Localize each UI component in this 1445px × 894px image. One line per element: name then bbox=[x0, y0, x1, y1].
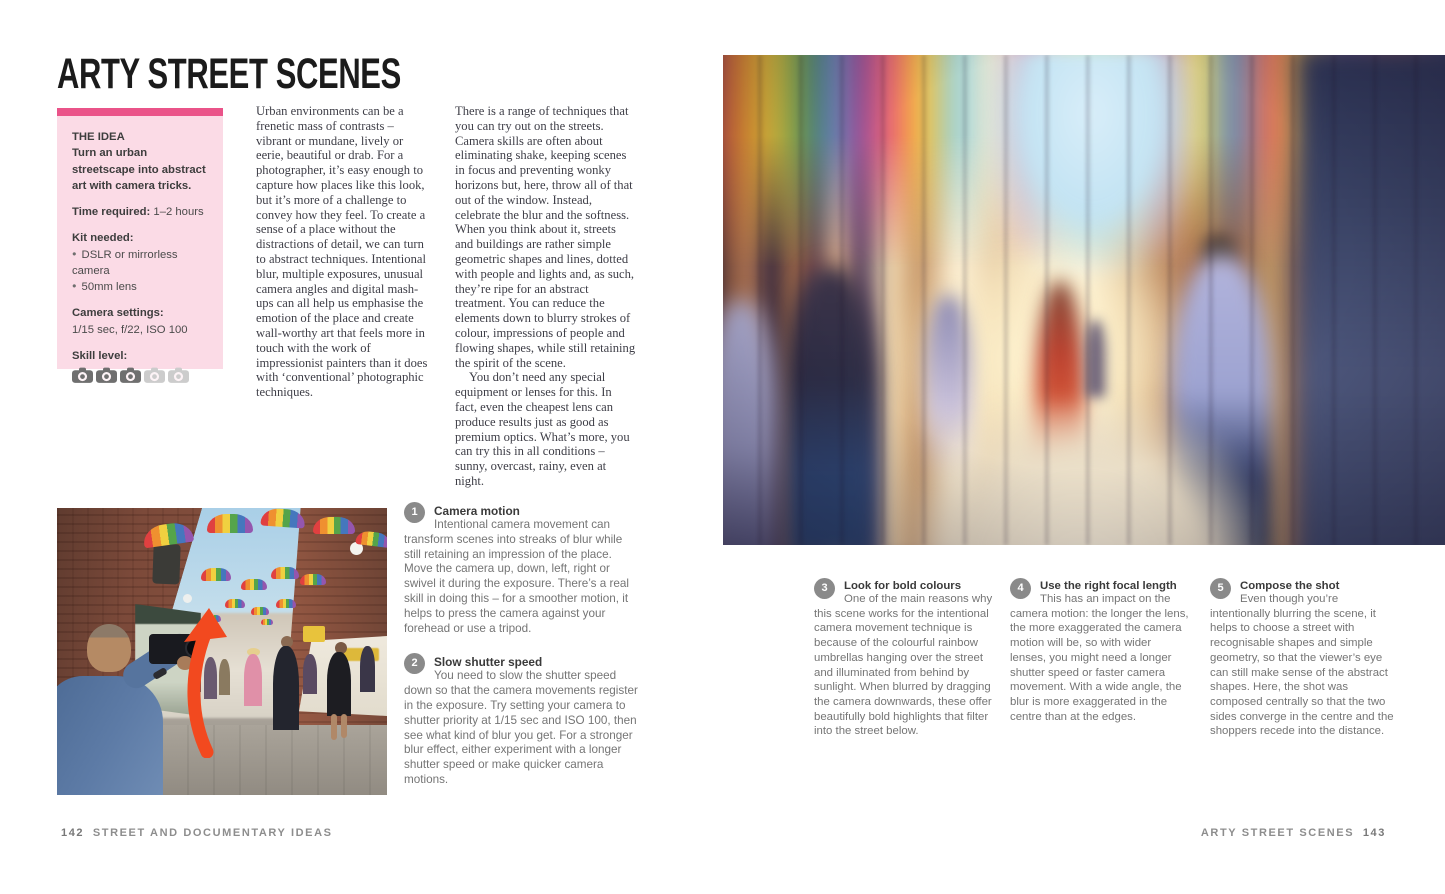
footer-section-label: STREET AND DOCUMENTARY IDEAS bbox=[92, 827, 333, 839]
step-number-badge: 2 bbox=[404, 653, 425, 674]
step-title: Use the right focal length bbox=[1040, 580, 1177, 592]
intro-paragraph: Urban environments can be a frenetic mass of contrasts – vibrant or mundane, lively or eerie, beautiful or drab. For a photographer, it’s easy enough to capture how places like this look, but it’s more of a challenge to convey how they feel. To create a sense of a place without the distractions of detail, we can turn to abstract techniques. Intentional blur, multiple exposures, unusual camera angles and digital mash-ups can all help us emphasise the emotion of the place and create wall-worthy art that feels more in touch with the work of impressionist painters than it does with ‘conventional’ photographic techniques. bbox=[256, 104, 428, 400]
step-body: You need to slow the shutter speed down so that the camera movements register in the exposure. Try setting your camera to shutter priority at 1/15 sec and ISO 100, then see what kind of blur you get. For a stronger blur effect, either experiment with a longer shutter speed or make quicker camera motions. bbox=[404, 669, 638, 786]
camera-skill-icon bbox=[144, 367, 165, 383]
camera-skill-icon bbox=[96, 367, 117, 383]
photo-lamp-globe bbox=[183, 594, 192, 603]
pedestrian bbox=[360, 646, 375, 692]
kit-needed-label: Kit needed: bbox=[72, 232, 134, 245]
intro-column-1 bbox=[256, 104, 430, 400]
step-title: Look for bold colours bbox=[844, 580, 962, 592]
umbrella bbox=[201, 568, 231, 581]
intro-paragraph: There is a range of techniques that you can try out on the streets. Camera skills are often about eliminating shake, keeping scenes in focus and preventing wonky horizons but, here, throw all of that out of the window. Instead, celebrate the blur and the softness. When you think about it, streets and buildings are rather simple geometric shapes and lines, dotted with people and lights and, as such, they’re ripe for an abstract treatment. You can reduce the elements down to blurry strokes of colour, impressions of people and flowing shapes, while still retaining the spirit of the scene. bbox=[455, 104, 636, 370]
kit-list bbox=[72, 247, 208, 296]
step-number-badge: 5 bbox=[1210, 578, 1231, 599]
step-4 bbox=[1010, 578, 1190, 724]
street-photo bbox=[57, 508, 387, 795]
page-title: ARTY STREET SCENES bbox=[57, 50, 401, 98]
step-body: One of the main reasons why this scene works for the intentional camera movement technique is because of the colourful rainbow umbrellas hanging over the street and illuminated from behind by sunlight. When blurred by dragging the camera downwards, these offer beautifully bold highlights that filter into the street below. bbox=[814, 593, 993, 738]
camera-settings-value: 1/15 sec, f/22, ISO 100 bbox=[72, 323, 188, 336]
umbrella bbox=[313, 517, 355, 534]
camera-motion-arrow-icon bbox=[175, 606, 237, 758]
footer-section-label: ARTY STREET SCENES bbox=[1200, 827, 1355, 839]
idea-box-summary: Turn an urban streetscape into abstract art with camera tricks. bbox=[72, 147, 206, 192]
steps-1-2-column bbox=[404, 502, 639, 805]
step-body: Even though you’re intentionally blurring the scene, it helps to choose a street with recognisable shapes and simple geometry, so that the viewer’s eye can still make sense of the abstract shapes. Here, the shot was composed centrally so that the two sides converge in the centre and the shoppers recede into the distance. bbox=[1210, 593, 1394, 738]
step-number-badge: 4 bbox=[1010, 578, 1031, 599]
step-number-badge: 3 bbox=[814, 578, 835, 599]
step-title: Camera motion bbox=[434, 504, 520, 518]
abstract-blur-photo bbox=[723, 55, 1445, 545]
camera-skill-icon bbox=[72, 367, 93, 383]
step-number-badge: 1 bbox=[404, 502, 425, 523]
time-required-label: Time required: bbox=[72, 206, 151, 219]
skill-icons bbox=[72, 367, 208, 383]
skill-level-section bbox=[72, 348, 208, 383]
photo-shop-sign bbox=[152, 544, 180, 585]
step-title: Slow shutter speed bbox=[434, 655, 543, 670]
kit-item: ● 50mm lens bbox=[72, 279, 208, 295]
skill-level-label: Skill level: bbox=[72, 349, 128, 362]
pedestrian bbox=[303, 654, 317, 694]
blur-vignette bbox=[723, 55, 1445, 545]
intro-paragraph: You don’t need any special equipment or lenses for this. In fact, even the cheapest lens can produce results just as good as premium optics. What’s more, you can try this in all conditions – sunny, overcast, rainy, even at night. bbox=[455, 370, 630, 488]
idea-box-heading: THE IDEA bbox=[72, 131, 125, 143]
umbrella bbox=[276, 599, 296, 608]
pedestrian-leg bbox=[341, 714, 347, 738]
umbrella bbox=[300, 574, 326, 585]
umbrella bbox=[251, 607, 269, 615]
step-5 bbox=[1210, 578, 1397, 739]
idea-box-accent-bar bbox=[57, 108, 223, 116]
camera-settings-label: Camera settings: bbox=[72, 307, 164, 320]
time-required-value: 1–2 hours bbox=[153, 206, 204, 219]
step-1 bbox=[404, 502, 639, 636]
umbrella bbox=[271, 567, 299, 579]
camera-skill-icon bbox=[120, 367, 141, 383]
footer-right bbox=[1201, 827, 1390, 839]
camera-settings-section bbox=[72, 305, 208, 338]
kit-needed-section bbox=[72, 230, 208, 295]
footer-left bbox=[57, 827, 333, 839]
step-3 bbox=[814, 578, 996, 739]
step-body: This has an impact on the camera motion: the longer the lens, the more exaggerated the camera motion will be, so with wider lenses, you might need a longer shutter speed or faster camera movement. With a wide angle, the blur is more exaggerated in the centre than at the edges. bbox=[1010, 593, 1189, 723]
kit-item: ● DSLR or mirrorless camera bbox=[72, 247, 208, 280]
step-title: Compose the shot bbox=[1240, 580, 1340, 592]
pedestrian bbox=[327, 652, 351, 716]
time-required-row bbox=[72, 204, 208, 220]
page-number: 142 bbox=[61, 827, 85, 839]
idea-box bbox=[57, 108, 223, 369]
photo-yellow-sign bbox=[303, 626, 325, 642]
camera-skill-icon bbox=[168, 367, 189, 383]
photographer-head bbox=[87, 624, 131, 672]
step-2 bbox=[404, 653, 639, 787]
umbrella bbox=[241, 579, 267, 590]
photographer-torso bbox=[57, 676, 163, 795]
umbrella bbox=[207, 514, 253, 533]
intro-column-2 bbox=[455, 104, 636, 489]
pedestrian-pink-dress bbox=[244, 654, 262, 706]
pedestrian-leg bbox=[331, 714, 337, 740]
page-number: 143 bbox=[1362, 827, 1386, 839]
umbrella bbox=[261, 619, 273, 625]
pedestrian bbox=[273, 646, 299, 730]
step-body: Intentional camera movement can transform scenes into streaks of blur while still retaining an impression of the place. Move the camera up, down, left, right or swivel it during the exposure. There’s a real skill in doing this – for a smoother motion, it helps to press the camera against your forehead or use a tripod. bbox=[404, 518, 629, 635]
